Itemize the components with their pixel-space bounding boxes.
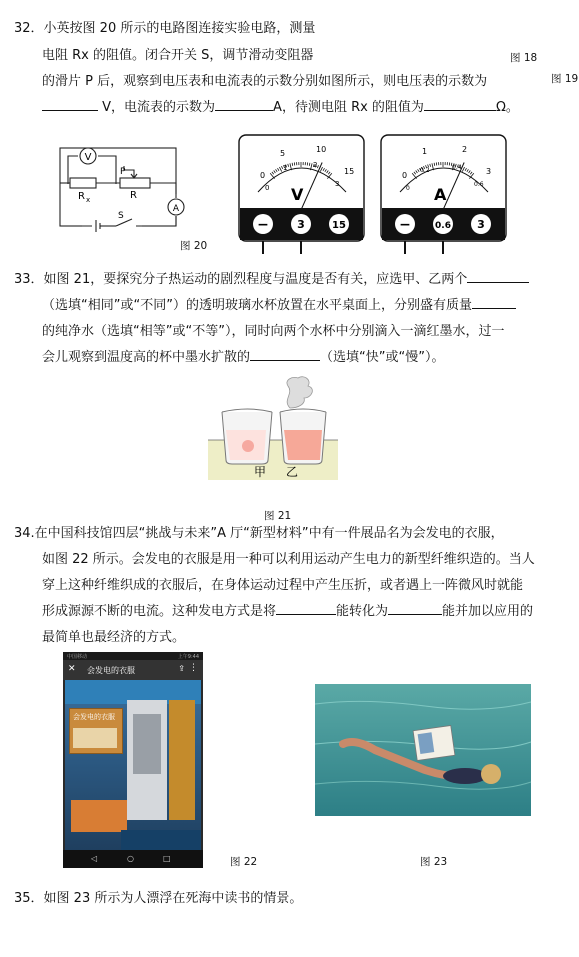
phone-status-bar: [63, 652, 203, 660]
voltmeter-terminal-3: 3: [297, 218, 305, 231]
q32-line4-b: A，待测电阻 Rx 的阻值为: [273, 100, 424, 115]
rx-label: R: [78, 191, 85, 202]
ammeter-outer-tick: 1: [422, 147, 428, 156]
q33-line1-text: 33．如图 21，要探究分子热运动的剧烈程度与温度是否有关，应选甲、乙两个: [14, 272, 468, 287]
q33-line2-text: （选填“相同”或“不同”）的透明玻璃水杯放置在水平桌面上，分别盛有质量: [42, 298, 472, 313]
voltmeter-outer-tick: 15: [344, 167, 355, 176]
voltmeter-inner-tick: 0: [265, 184, 270, 192]
share-icon[interactable]: ⇪: [178, 664, 185, 673]
ammeter-symbol-label: A: [172, 204, 180, 214]
status-time: 上午9:44: [177, 654, 199, 660]
exhibit-photo: [65, 680, 201, 850]
status-carrier: 中国移动: [67, 654, 88, 660]
q32-line3: 的滑片 P 后，观察到电压表和电流表的示数分别如图所示，则电压表的示数为: [42, 74, 488, 89]
rx-subscript: x: [86, 196, 91, 204]
mass-answer-blank[interactable]: [472, 296, 516, 309]
beakers-illustration: [208, 372, 338, 484]
q34-line3: 穿上这种纤维织成的衣服后，在身体运动过程中产生压折，或者遇上一阵微风时就能: [42, 578, 524, 593]
fig21-caption: 图 21: [264, 510, 292, 522]
dead-sea-photo: [315, 684, 531, 816]
ammeter-inner-tick: 0.2: [420, 167, 430, 174]
circuit-diagram: [54, 140, 184, 240]
q33-line1: [14, 268, 529, 287]
meter-tick: [292, 163, 293, 166]
voltage-answer-blank[interactable]: [42, 98, 98, 111]
voltmeter-terminal-15: 15: [332, 220, 346, 231]
ammeter-unit: A: [434, 185, 447, 204]
q34-line1: 34.在中国科技馆四层“挑战与未来”A 厅“新型材料”中有一件展品名为会发电的衣服，: [14, 526, 504, 541]
voltmeter-symbol-label: V: [84, 152, 92, 163]
phone-title-bar: [63, 660, 203, 680]
q32-line4: [42, 96, 519, 115]
phone-screenshot: [63, 652, 203, 868]
back-icon[interactable]: ◁: [91, 854, 98, 863]
voltmeter-outer-tick: 0: [260, 171, 266, 180]
q34-line4-b: 能转化为: [336, 604, 389, 619]
q32-line2: 电阻 Rx 的阻值。闭合开关 S，调节滑动变阻器: [42, 48, 314, 63]
close-icon[interactable]: ✕: [68, 664, 76, 674]
q34-line2: 如图 22 所示。会发电的衣服是用一种可以利用运动产生电力的新型纤维织造的。当人: [42, 552, 535, 567]
q32-line1: 32．小英按图 20 所示的电路图连接实验电路，测量: [14, 21, 316, 36]
fig22-caption: 图 22: [230, 856, 258, 868]
q34-line4-a: 形成源源不断的电流。这种发电方式是将: [42, 604, 277, 619]
voltmeter-inner-tick: 2: [313, 161, 318, 169]
voltmeter-unit: V: [291, 185, 304, 204]
recent-apps-icon[interactable]: □: [163, 854, 171, 863]
beaker-jia-label: 甲: [254, 465, 267, 479]
q34-line4-c: 能并加以应用的: [442, 604, 534, 619]
voltmeter-inner-tick: 1: [283, 164, 288, 172]
ammeter-terminal-3: 3: [477, 218, 485, 231]
switch-s-label: S: [118, 211, 124, 221]
q33-line4: [42, 346, 444, 365]
phone-page-title: 会发电的衣服: [87, 666, 135, 675]
ammeter-outer-tick: 2: [462, 145, 468, 154]
q32-line4-a: V，电流表的示数为: [102, 100, 216, 115]
q33-line4-tail: （选填“快”或“慢”）。: [320, 350, 445, 365]
ammeter-inner-tick: 0.4: [452, 164, 462, 171]
phone-nav-bar: [63, 850, 203, 868]
fig20-caption: 图 20: [180, 240, 208, 252]
voltmeter-inner-tick: 3: [335, 180, 340, 188]
current-answer-blank[interactable]: [215, 98, 273, 111]
q33-line3: 的纯净水（选填“相等”或“不等”），同时向两个水杯中分别滴入一滴红墨水，过一: [42, 324, 505, 339]
ammeter-dial: [380, 134, 508, 254]
voltmeter-terminal-minus: −: [257, 217, 269, 233]
meter-tick: [434, 163, 435, 166]
energy-source-answer-blank[interactable]: [276, 602, 336, 615]
stray-figure-label-19: 图 19: [551, 73, 579, 85]
rheostat-r-label: R: [130, 190, 137, 201]
q34-line5: 最简单也最经济的方式。: [42, 630, 186, 645]
voltmeter-outer-tick: 5: [280, 149, 286, 158]
q34-line4: [42, 600, 533, 619]
q35-line1: 35．如图 23 所示为人漂浮在死海中读书的情景。: [14, 891, 303, 906]
resistance-answer-blank[interactable]: [424, 98, 496, 111]
diffusion-speed-answer-blank[interactable]: [250, 348, 320, 361]
ammeter-inner-tick: 0.6: [474, 181, 484, 188]
exhibit-sign: 会发电的衣服: [73, 713, 115, 721]
q33-line2: [42, 294, 516, 313]
stray-figure-label-18: 图 18: [510, 52, 538, 64]
slider-p-label: P: [120, 167, 126, 177]
more-icon[interactable]: ⋮: [189, 663, 198, 673]
ammeter-inner-tick: 0: [406, 185, 410, 192]
meter-tick: [309, 163, 310, 166]
voltmeter-outer-tick: 10: [316, 145, 327, 154]
ammeter-outer-tick: 0: [402, 171, 408, 180]
fig23-caption: 图 23: [420, 856, 448, 868]
q33-line4-text: 会儿观察到温度高的杯中墨水扩散的: [42, 350, 251, 365]
beaker-yi-label: 乙: [286, 465, 299, 479]
q32-line4-c: Ω。: [495, 100, 519, 115]
ammeter-terminal-0-6: 0.6: [435, 221, 451, 231]
cup-type-answer-blank[interactable]: [467, 270, 529, 283]
ammeter-outer-tick: 3: [486, 167, 492, 176]
voltmeter-dial: [238, 134, 366, 254]
energy-target-answer-blank[interactable]: [388, 602, 442, 615]
home-icon[interactable]: ○: [127, 854, 134, 863]
ammeter-terminal-minus: −: [399, 217, 411, 233]
